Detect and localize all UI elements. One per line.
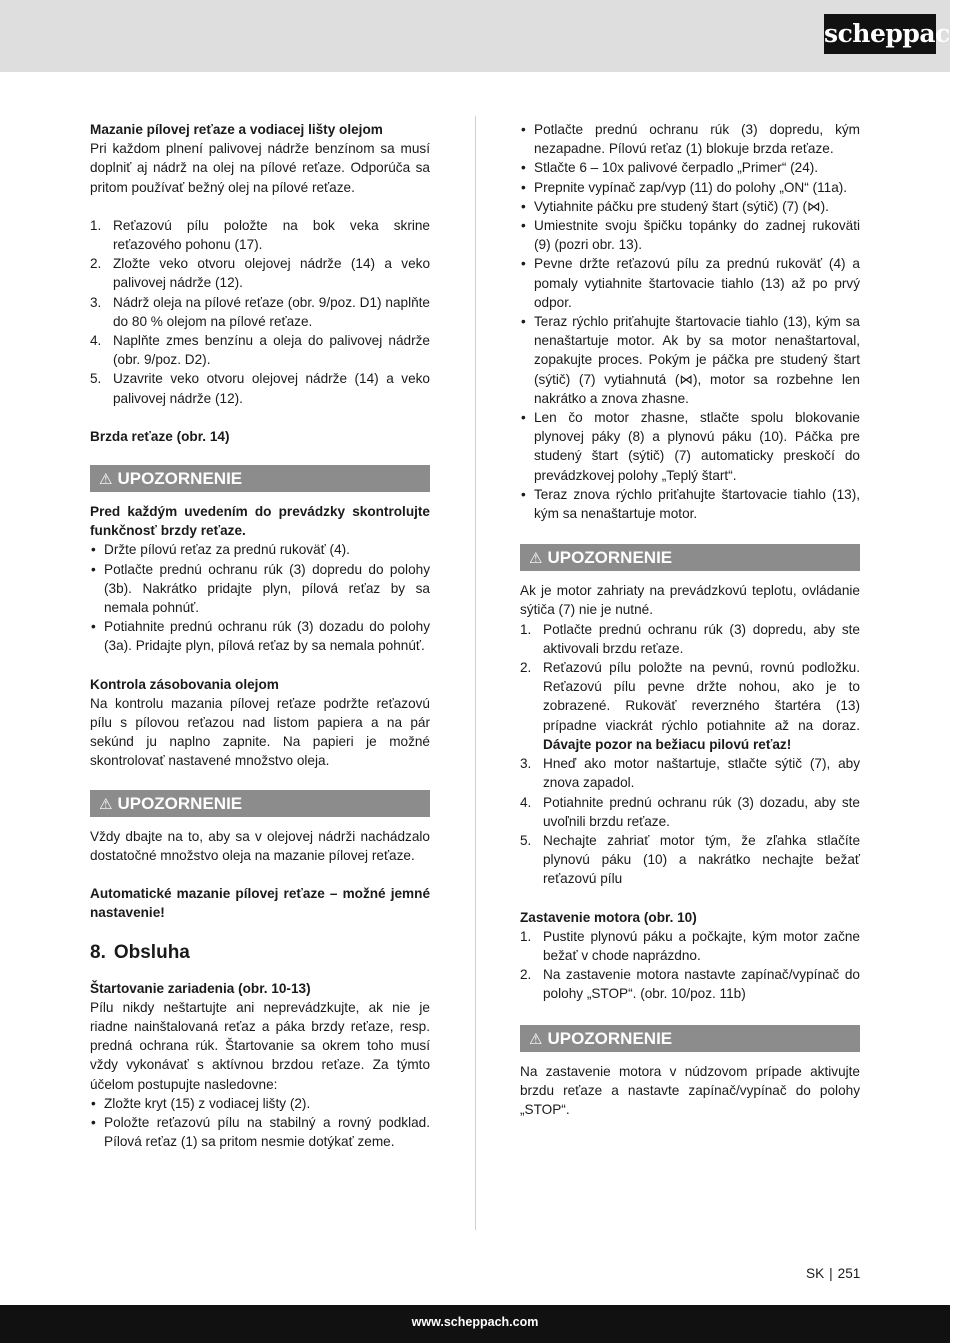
brand-logo: scheppach xyxy=(824,14,936,54)
list-item: • Umiestnite svoju špičku topánky do zadnej rukoväti (9) (pozri obr. 13). xyxy=(520,216,860,254)
list-item: • Pevne držte reťazovú pílu za prednú rukoväť (4) a pomaly vytiahnite štartovacie tiahlo (13) až po prvý odpor. xyxy=(520,254,860,312)
list-item: • Prepnite vypínač zap/vyp (11) do polohy „ON“ (11a). xyxy=(520,178,860,197)
brake-heading: Brzda reťaze (obr. 14) xyxy=(90,428,230,444)
list-item: • Teraz rýchlo priťahujte štartovacie tiahlo (13), kým sa nenaštartuje motor. Ak by sa motor nenaštartoval, zopakujte proces. Pokým je páčka pre studený štart (sýtič) (7) vytiahnutá (⋈), motor sa rozbehne len nakrátko a znova zhasne. xyxy=(520,312,860,408)
warning-text: Na zastavenie motora v núdzovom prípade aktivujte brzdu reťaze a nastavte zapínač/vypínač do polohy „STOP“. xyxy=(520,1063,860,1117)
bold-caution: Dávajte pozor na bežiacu pilovú reťaz! xyxy=(543,736,792,752)
list-item: 1. Potlačte prednú ochranu rúk (3) dopredu, aby ste aktivovali brzdu reťaze. xyxy=(520,621,860,656)
list-item: 4. Potiahnite prednú ochranu rúk (3) dozadu, aby ste uvoľnili brzdu reťaze. xyxy=(520,794,860,829)
brake-bullets xyxy=(90,540,430,655)
brake-bold-note: Pred každým uvedením do prevádzky skontrolujte funkčnosť brzdy reťaze. xyxy=(90,504,430,539)
start-text: Pílu nikdy neštartujte ani neprevádzkujte, ak nie je riadne nainštalovaná reťaz a páka brzdy reťaze, resp. predná ochrana rúk. Štartovanie sa okrem toho musí vždy vykonávať s aktívnou brzdou reťaze. Za týmto účelom postupujte nasledovne: xyxy=(90,999,430,1092)
warning-triangle-icon: ⚠ xyxy=(529,550,543,568)
list-item: 5. Uzavrite veko otvoru olejovej nádrže (14) a veko palivovej nádrže (12). xyxy=(90,371,430,406)
warm-steps-list xyxy=(520,620,860,889)
list-item: • Potlačte prednú ochranu rúk (3) dopredu do polohy (3b). Nakrátko pridajte plyn, pílová reťaz by sa nemala pohnúť. xyxy=(90,560,430,618)
auto-lubrication-note: Automatické mazanie pílovej reťaze – možné jemné nastavenie! xyxy=(90,886,430,921)
list-item: 3. Nádrž oleja na pílové reťaze (obr. 9/poz. D1) naplňte do 80 % olejom na pílové reťaze. xyxy=(90,294,430,329)
start-heading: Štartovanie zariadenia (obr. 10-13) xyxy=(90,980,311,996)
list-item: 2. Zložte veko otvoru olejovej nádrže (14) a veko palivovej nádrže (12). xyxy=(90,256,430,291)
warning-text: Vždy dbajte na to, aby sa v olejovej nádrži nachádzalo dostatočné množstvo oleja na mazanie pílovej reťaze. xyxy=(90,828,430,863)
list-item: • Teraz znova rýchlo priťahujte štartovacie tiahlo (13), kým sa nenaštartuje motor. xyxy=(520,485,860,523)
stop-steps-list xyxy=(520,927,860,1004)
list-item: • Vytiahnite páčku pre studený štart (sýtič) (7) (⋈). xyxy=(520,197,860,216)
footer-bar xyxy=(0,1305,950,1343)
warning-triangle-icon: ⚠ xyxy=(529,1030,543,1048)
list-item: • Položte reťazovú pílu na stabilný a rovný podklad. Pílová reťaz (1) sa pritom nesmie dotýkať zeme. xyxy=(90,1113,430,1151)
footer-url[interactable]: www.scheppach.com xyxy=(411,1315,539,1329)
list-item: • Potlačte prednú ochranu rúk (3) dopredu, kým nezapadne. Pílovú reťaz (1) blokuje brzda reťaze. xyxy=(520,120,860,158)
page-number: SK | 251 xyxy=(806,1266,861,1281)
warning-banner: ⚠ UPOZORNENIE xyxy=(520,544,860,571)
oil-intro: Pri každom plnení palivovej nádrže benzínom sa musí doplniť aj nádrž na olej na pílové reťaze. Odporúča sa pritom používať bežný olej na pílové reťaze. xyxy=(90,141,430,195)
list-item: 1. Pustite plynovú páku a počkajte, kým motor začne bežať v chode naprázdno. xyxy=(520,928,860,963)
warning-banner: ⚠ UPOZORNENIE xyxy=(520,1025,860,1052)
start-procedure-bullets xyxy=(520,120,860,523)
list-item: • Len čo motor zhasne, stlačte spolu blokovanie plynovej páky (8) a plynovú páku (10). Páčka pre studený štart (sýtič) (7) automaticky preskočí do prevádzkovej polohy „Teplý štart“. xyxy=(520,408,860,485)
list-item: 4. Naplňte zmes benzínu a oleja do palivovej nádrže (obr. 9/poz. D2). xyxy=(90,333,430,368)
oil-heading: Mazanie pílovej reťaze a vodiacej lišty olejom xyxy=(90,122,383,137)
list-item: • Potiahnite prednú ochranu rúk (3) dozadu do polohy (3a). Pridajte plyn, pílová reťaz by sa nemala pohnúť. xyxy=(90,617,430,655)
list-item: 3. Hneď ako motor naštartuje, stlačte sýtič (7), aby znova zapadol. xyxy=(520,756,860,791)
list-item: 5. Nechajte zahriať motor tým, že zľahka stlačíte plynovú páku (10) a nakrátko nechajte bežať reťazovú pílu xyxy=(520,832,860,887)
list-item: • Stlačte 6 – 10x palivové čerpadlo „Primer“ (24). xyxy=(520,158,860,177)
header-bar xyxy=(0,0,967,72)
right-column xyxy=(520,120,860,1119)
warning-banner: ⚠ UPOZORNENIE xyxy=(90,790,430,817)
warm-intro: Ak je motor zahriaty na prevádzkovú teplotu, ovládanie sýtiča (7) nie je nutné. xyxy=(520,583,860,618)
warning-triangle-icon: ⚠ xyxy=(99,471,113,489)
stop-heading: Zastavenie motora (obr. 10) xyxy=(520,909,697,925)
start-bullets xyxy=(90,1094,430,1152)
oilcheck-text: Na kontrolu mazania pílovej reťaze podržte reťazovú pílu s pílovou reťazou nad listom papiera a na pár sekúnd ju naplno zapnite. Na papieri je možné skontrolovať nastavené množstvo oleja. xyxy=(90,695,430,769)
column-divider xyxy=(475,116,476,1230)
list-item: 2. Reťazovú pílu položte na pevnú, rovnú podložku. Reťazovú pílu pevne držte nohou, ako je to zobrazené. Rukoväť reverzného štartéra (13) prípadne viackrát rýchlo potiahnite až na doraz. Dávajte pozor na bežiacu pilovú reťaz! xyxy=(520,660,860,752)
list-item: • Držte pílovú reťaz za prednú rukoväť (4). xyxy=(90,540,430,559)
list-item: 1. Reťazovú pílu položte na bok veka skrine reťazového pohonu (17). xyxy=(90,217,430,253)
list-item: 2. Na zastavenie motora nastavte zapínač/vypínač do polohy „STOP“. (obr. 10/poz. 11b) xyxy=(520,967,860,1002)
oilcheck-heading: Kontrola zásobovania olejom xyxy=(90,676,279,692)
section-title: 8. Obsluha xyxy=(90,941,190,963)
list-item: • Zložte kryt (15) z vodiacej lišty (2). xyxy=(90,1094,430,1113)
oil-steps-list xyxy=(90,216,430,408)
left-column xyxy=(90,120,430,1151)
warning-banner: ⚠ UPOZORNENIE xyxy=(90,465,430,492)
warning-triangle-icon: ⚠ xyxy=(99,795,113,813)
